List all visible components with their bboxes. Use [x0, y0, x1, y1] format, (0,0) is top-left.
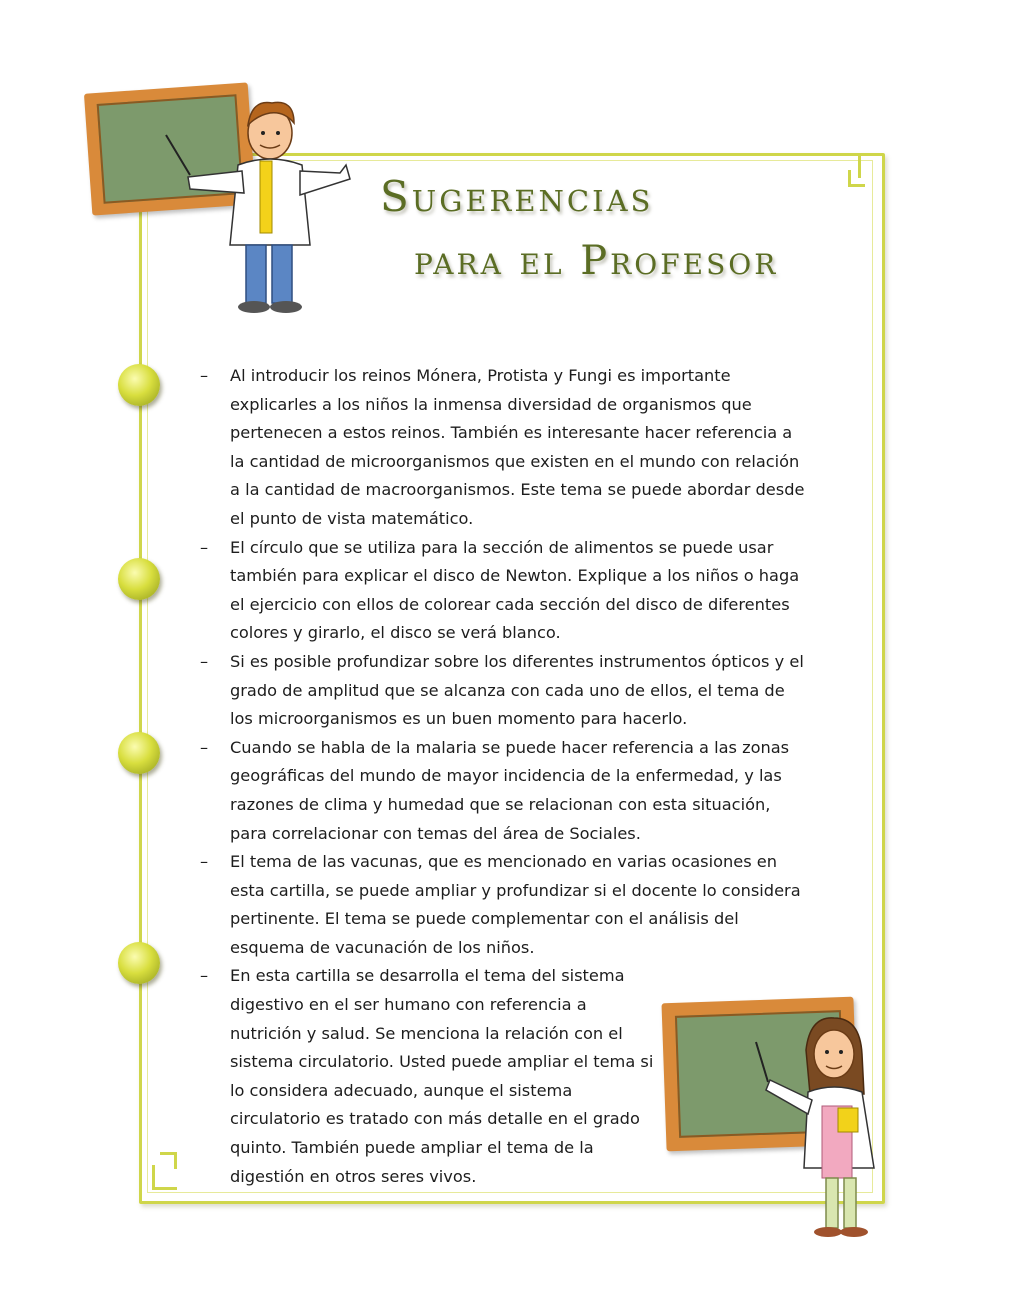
- bullet-dash: –: [200, 537, 209, 557]
- bullet-dash: –: [200, 966, 209, 986]
- list-item: [200, 962, 660, 1191]
- list-item-text: Cuando se habla de la malaria se puede hacer referencia a las zonas geográficas del mundo de mayor incidencia de la enfermedad, y las razones de clima y humedad que se relacionan con esta situación, para correlacionar con temas del área de Sociales.: [230, 737, 790, 843]
- page-title-line-2: para el Profesor: [414, 238, 779, 284]
- binder-ring-icon: [118, 364, 160, 406]
- list-item: [200, 648, 810, 734]
- binder-ring-icon: [118, 732, 160, 774]
- frame-corner-ornament: [848, 170, 865, 187]
- list-item-text: El tema de las vacunas, que es mencionado en varias ocasiones en esta cartilla, se puede ampliar y profundizar si el docente lo considera pertinente. El tema se puede complementar con el análisis del esquema de vacunación de los niños.: [230, 852, 801, 957]
- list-item: [200, 534, 810, 648]
- bullet-dash: –: [200, 852, 209, 872]
- list-item: [200, 734, 810, 848]
- binder-ring-icon: [118, 558, 160, 600]
- binder-ring-icon: [118, 942, 160, 984]
- bullet-dash: –: [200, 737, 209, 757]
- list-item-text: El círculo que se utiliza para la sección de alimentos se puede usar también para explicar el disco de Newton. Explique a los niños o haga el ejercicio con ellos de colorear cada sección del disco de diferentes colores y girarlo, el disco se verá blanco.: [230, 537, 800, 643]
- list-item-text: En esta cartilla se desarrolla el tema del sistema digestivo en el ser humano con referencia a nutrición y salud. Se menciona la relación con el sistema circulatorio. Usted puede ampliar el tema si lo considera adecuado, aunque el sistema circulatorio es tratado con más detalle en el grado quinto. También puede ampliar el tema de la digestión en otros seres vivos.: [230, 966, 654, 1186]
- bullet-dash: –: [200, 366, 209, 385]
- bullet-dash: –: [200, 651, 209, 671]
- frame-corner-ornament: [160, 1152, 177, 1169]
- list-item-text: Al introducir los reinos Mónera, Protista y Fungi es importante explicarles a los niños la inmensa diversidad de organismos que pertenecen a estos reinos. También es interesante hacer referencia a la cantidad de microorganismos que existen en el mundo con relación a la cantidad de macroorganismos. Este tema se puede abordar desde el punto de vista matemático.: [230, 366, 805, 528]
- list-item: [200, 362, 810, 534]
- teacher-girl-figure-icon: [750, 1010, 890, 1245]
- page-title-line-1: Sugerencias: [380, 172, 654, 221]
- teacher-figure-icon: [160, 95, 360, 320]
- list-item-text: Si es posible profundizar sobre los diferentes instrumentos ópticos y el grado de amplitud que se alcanza con cada uno de ellos, el tema de los microorganismos es un buen momento para hacerlo.: [230, 651, 804, 729]
- list-item: [200, 848, 810, 962]
